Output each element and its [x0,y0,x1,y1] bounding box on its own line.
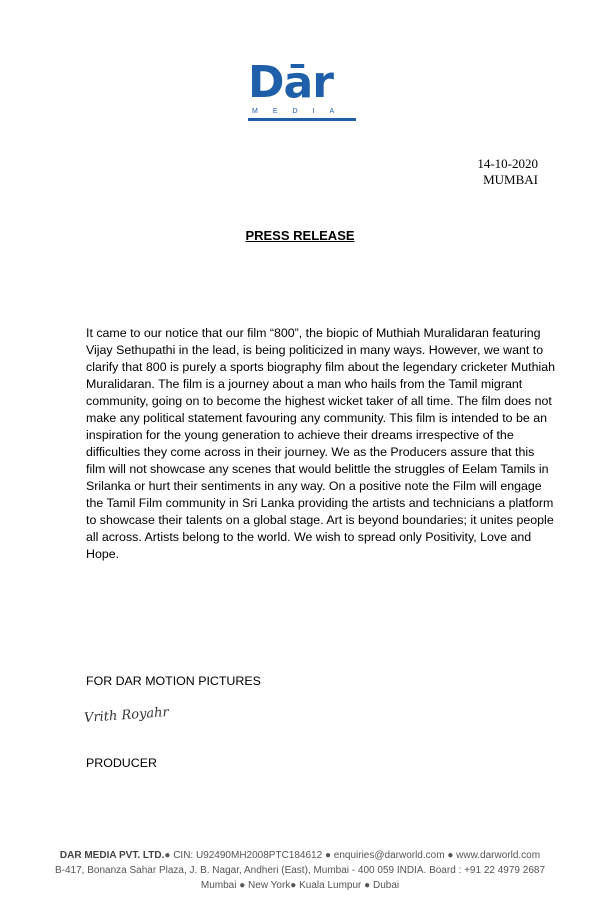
letterhead-footer [0,848,600,893]
bullet-icon: ● [290,880,297,891]
bullet-icon: ● [364,880,371,891]
dar-media-logo [248,57,356,120]
footer-line-1 [0,848,600,863]
signoff-company: FOR DAR MOTION PICTURES [86,674,261,688]
date-block [477,156,538,188]
signature-text: Vrith Royahr [83,705,170,726]
document-title: PRESS RELEASE [245,228,355,243]
signature [84,706,169,724]
footer-city: Mumbai [200,880,237,891]
logo-subtitle: MEDIA [252,108,350,115]
footer-cin: CIN: U92490MH2008PTC184612 [173,850,323,861]
footer-cities [0,878,600,893]
release-date: 14-10-2020 [477,156,538,171]
footer-city: Dubai [373,880,400,891]
release-place: MUMBAI [483,172,538,187]
footer-city: Kuala Lumpur [299,880,362,891]
footer-address: B-417, Bonanza Sahar Plaza, J. B. Nagar, Andheri (East), Mumbai - 400 059 INDIA. Board : +91 22 4979 2687 [54,865,545,876]
footer-company: DAR MEDIA PVT. LTD. [59,850,165,861]
bullet-icon: ● [447,850,454,861]
bullet-icon: ● [324,850,331,861]
logo-wordmark: Dār [248,57,333,108]
footer-website: www.darworld.com [456,850,541,861]
signoff-role: PRODUCER [86,756,157,770]
bullet-icon: ● [164,850,171,861]
bullet-icon: ● [239,880,246,891]
logo-underline [248,118,356,121]
press-release-body: It came to our notice that our film “800”, the biopic of Muthiah Muralidaran featuring Vijay Sethupathi in the lead, is being politicized in many ways. However, we want to clarify that 800 is purely a sports biography film about the legendary cricketer Muthiah Muralidaran. The film is a journey about a man who hails from the Tamil migrant community, going on to become the highest wicket taker of all time. The film does not make any political statement favouring any community. This film is intended to be an inspiration for the young generation to achieve their dreams irrespective of the difficulties they come across in their journey. We as the Producers assure that this film will not showcase any scenes that would belittle the struggles of Eelam Tamils in Srilanka or hurt their sentiments in any way. On a positive note the Film will engage the Tamil Film community in Sri Lanka providing the artists and technicians a platform to showcase their talents on a global stage. Art is beyond boundaries; it unites people all across. Artists belong to the world. We wish to spread only Positivity, Love and Hope. [86,326,556,561]
footer-city: New York [248,880,291,891]
footer-email: enquiries@darworld.com [333,850,445,861]
